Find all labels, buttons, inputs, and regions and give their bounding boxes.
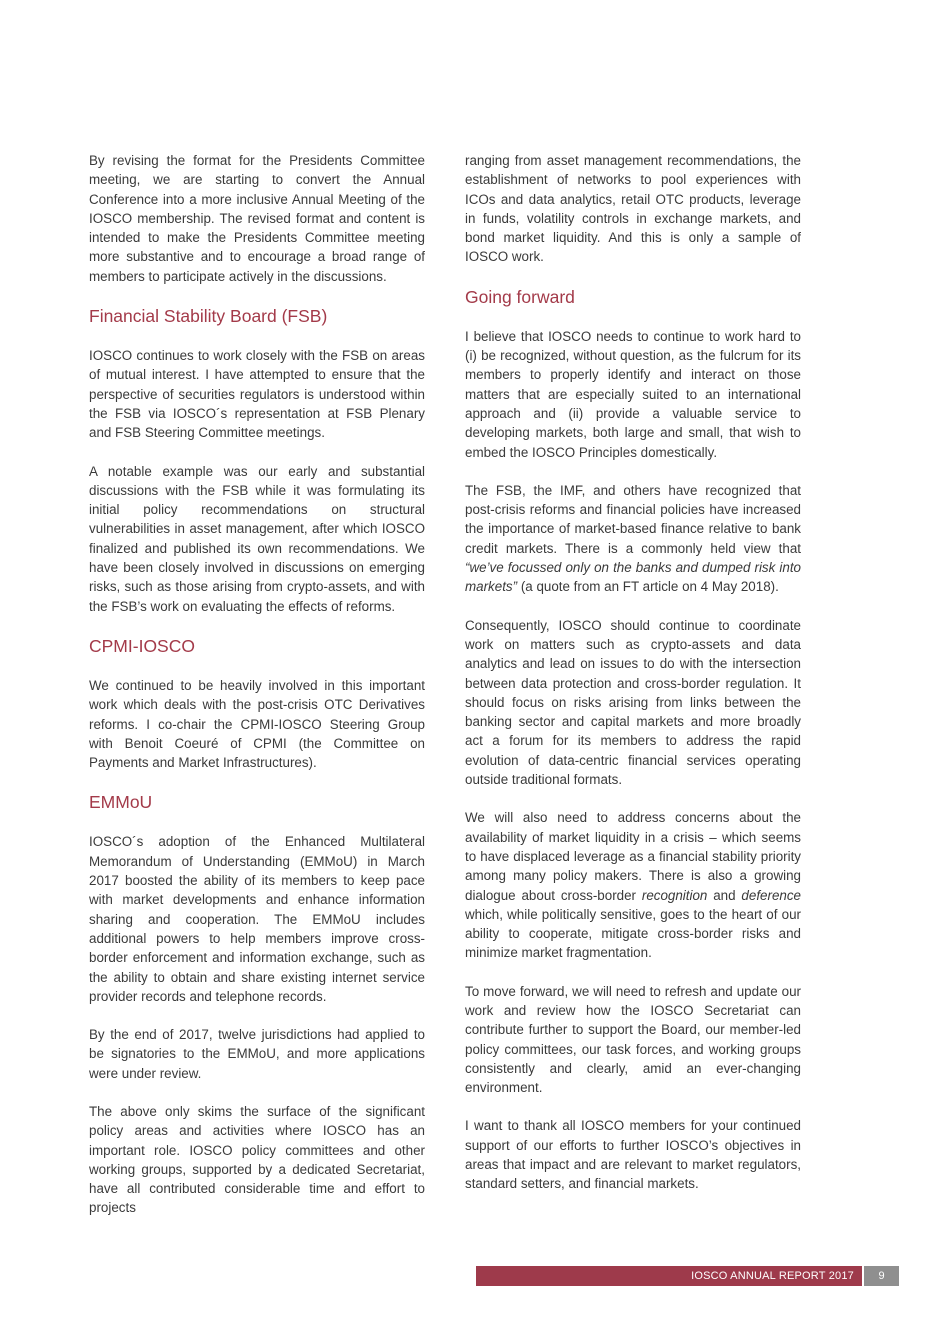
fsb-paragraph-2: A notable example was our early and substantial discussions with the FSB while it was formulating its initial policy recommendations on structural vulnerabilities in asset management, after which IOSCO finalized and published its own recommendations. We have been closely involved in discussions on emerging risks, such as those arising from crypto-assets, and with the FSB’s work on evaluating the effects of reforms. bbox=[89, 463, 425, 614]
section-heading-fsb: Financial Stability Board (FSB) bbox=[89, 306, 328, 327]
going-forward-paragraph-6: I want to thank all IOSCO members for your continued support of our efforts to further IOSCO’s objectives in areas that impact and are relevant to market regulators, standard setters, and financial markets. bbox=[465, 1118, 801, 1192]
section-heading-cpmi-iosco: CPMI-IOSCO bbox=[89, 635, 195, 656]
footer-bar bbox=[476, 1266, 862, 1286]
continuation-paragraph: ranging from asset management recommendations, the establishment of networks to pool experiences with ICOs and data analytics, retail OTC products, leverage in funds, volatility controls in exchange markets, and bond market liquidity. And this is only a sample of IOSCO work. bbox=[465, 153, 801, 265]
going-forward-paragraph-1: I believe that IOSCO needs to continue to work hard to (i) be recognized, without question, as the fulcrum for its members to properly identify and interact on those matters that are especially suited to an international approach and (ii) provide a valuable service to developing markets, both large and small, that wish to embed the IOSCO Principles domestically. bbox=[465, 328, 801, 460]
emphasis-deference: deference bbox=[741, 887, 801, 903]
footer-report-title: IOSCO ANNUAL REPORT 2017 bbox=[691, 1270, 854, 1282]
emmou-paragraph-1: IOSCO´s adoption of the Enhanced Multilateral Memorandum of Understanding (EMMoU) in March 2017 boosted the ability of its members to keep pace with market developments and enhance information sharing and cooperation. The EMMoU includes additional powers to help members improve cross-border enforcement and information exchange, such as the ability to obtain and share existing internet service provider records and telephone records. bbox=[89, 834, 425, 1004]
paragraph-text: (a quote from an FT article on 4 May 2018). bbox=[517, 579, 779, 595]
paragraph-text: The FSB, the IMF, and others have recognized that post-crisis reforms and financial policies have increased the importance of market-based finance relative to bank credit markets. There is a commonly held view that bbox=[465, 482, 801, 556]
going-forward-paragraph-3: Consequently, IOSCO should continue to coordinate work on matters such as crypto-assets and data analytics and lead on issues to do with the intersection between data protection and cross-border regulation. It should focus on risks arising from links between the banking sector and capital markets and more broadly act a forum for its members to address the rapid evolution of data-centric financial services operating outside traditional formats. bbox=[465, 617, 801, 788]
cpmi-paragraph-1: We continued to be heavily involved in this important work which deals with the post-crisis OTC Derivatives reforms. I co-chair the CPMI-IOSCO Steering Group with Benoit Coeuré of CPMI (the Committee on Payments and Market Infrastructures). bbox=[89, 677, 425, 771]
right-column bbox=[465, 151, 801, 1213]
page-number: 9 bbox=[864, 1266, 899, 1286]
going-forward-paragraph-4 bbox=[465, 808, 801, 962]
left-column bbox=[89, 151, 425, 1237]
emmou-paragraph-3: The above only skims the surface of the significant policy areas and activities where IOSCO has an important role. IOSCO policy committees and other working groups, supported by a dedicated Secretariat, have all contributed considerable time and effort to projects bbox=[89, 1103, 425, 1216]
going-forward-paragraph-5: To move forward, we will need to refresh and update our work and review how the IOSCO Secretariat can contribute further to support the Board, our member-led policy committees, our task forces, and working groups consistently and clearly, amid an ever-changing environment. bbox=[465, 983, 801, 1096]
ft-quote: “we’ve focussed only on the banks and dumped risk into markets” bbox=[465, 560, 801, 595]
paragraph-text: which, while politically sensitive, goes to the heart of our ability to cooperate, mitigate cross-border risks and minimize market fragmentation. bbox=[465, 906, 801, 961]
emphasis-recognition: recognition bbox=[641, 887, 708, 903]
paragraph-text: We will also need to address concerns about the availability of market liquidity in a crisis – which seems to have displaced leverage as a financial stability priority among many policy makers. There is also a growing dialogue about cross-border bbox=[465, 810, 801, 903]
paragraph-text: and bbox=[707, 887, 742, 903]
section-heading-going-forward: Going forward bbox=[465, 286, 575, 307]
section-heading-emmou: EMMoU bbox=[89, 792, 153, 813]
emmou-paragraph-2: By the end of 2017, twelve jurisdictions had applied to be signatories to the EMMoU, and more applications were under review. bbox=[89, 1027, 425, 1081]
fsb-paragraph-1: IOSCO continues to work closely with the FSB on areas of mutual interest. I have attempted to ensure that the perspective of securities regulators is understood within the FSB via IOSCO´s representation at FSB Plenary and FSB Steering Committee meetings. bbox=[89, 348, 425, 441]
going-forward-paragraph-2 bbox=[465, 481, 801, 597]
intro-paragraph: By revising the format for the Presidents Committee meeting, we are starting to convert the Annual Conference into a more inclusive Annual Meeting of the IOSCO membership. The revised format and content is intended to make the Presidents Committee meeting more substantive and to encourage a broad range of members to participate actively in the discussions. bbox=[89, 153, 425, 284]
